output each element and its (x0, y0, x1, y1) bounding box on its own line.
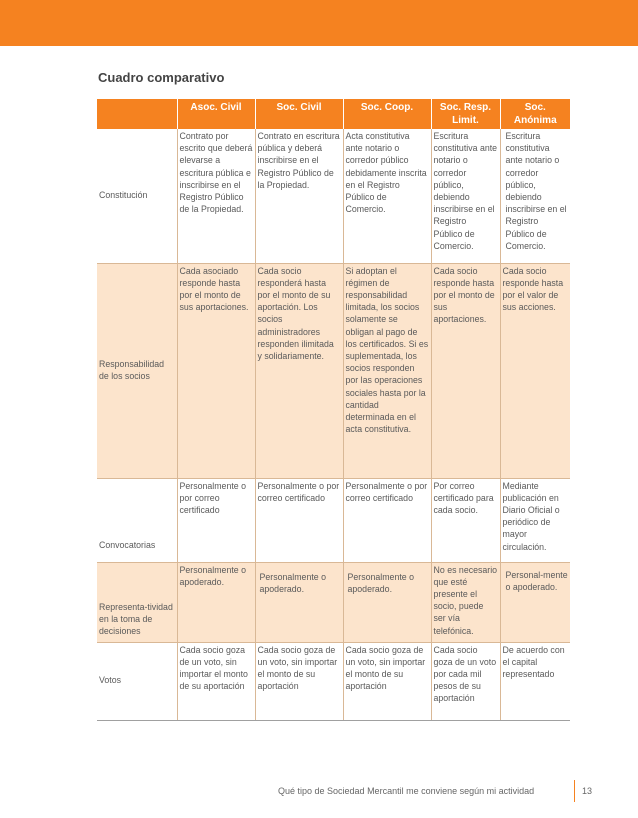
table-cell: Personalmente o por correo certificado (255, 478, 343, 562)
table-cell: Contrato por escrito que deberá elevarse a escritura pública e inscribirse en el Registro Público de la Propiedad. (177, 129, 255, 263)
header-blank (97, 99, 177, 129)
table-cell: Escritura constitutiva ante notario o corredor público, debiendo inscribirse en el Registro Público de Comercio. (431, 129, 500, 263)
footer-text: Qué tipo de Sociedad Mercantil me conviene según mi actividad (278, 786, 535, 796)
row-label: Convocatorias (97, 478, 177, 562)
footer-divider (574, 780, 575, 802)
row-label: Responsabilidad de los socios (97, 263, 177, 478)
table-cell: Cada asociado responde hasta por el monto de sus aportaciones. (177, 263, 255, 478)
table-row (97, 562, 570, 642)
table-cell: De acuerdo con el capital representado (500, 642, 570, 720)
page-number: 13 (582, 786, 593, 796)
table-cell: Si adoptan el régimen de responsabilidad limitada, los socios solamente se obligan al pago de los certificados. Si es suplementada, los socios responden por las operaciones sociales hasta por la cantidad determinada en el acta constitutiva. (343, 263, 431, 478)
header-soc-anonima: Soc. Anónima (500, 99, 570, 129)
table-cell: Personal-mente o apoderado. (500, 562, 570, 642)
table-cell: Cada socio goza de un voto, sin importar el monto de su aportación (343, 642, 431, 720)
header-soc-coop: Soc. Coop. (343, 99, 431, 129)
header-soc-resp-limit: Soc. Resp. Limit. (431, 99, 500, 129)
table-row (97, 263, 570, 478)
table-cell: Personalmente o apoderado. (177, 562, 255, 642)
table-cell: Personalmente o por correo certificado (343, 478, 431, 562)
table-cell: Cada socio responde hasta por el valor de sus acciones. (500, 263, 570, 478)
comparison-table (97, 99, 570, 721)
header-asoc-civil: Asoc. Civil (177, 99, 255, 129)
table-header-row (97, 99, 570, 129)
table-cell: Personalmente o por correo certificado (177, 478, 255, 562)
table-cell: Contrato en escritura pública y deberá inscribirse en el Registro Público de la Propiedad. (255, 129, 343, 263)
page-title: Cuadro comparativo (98, 70, 225, 85)
table-cell: Personalmente o apoderado. (343, 562, 431, 642)
table-cell: Escritura constitutiva ante notario o corredor público, debiendo inscribirse en el Registro Público de Comercio. (500, 129, 570, 263)
row-label: Constitución (97, 129, 177, 263)
table-cell: Cada socio responderá hasta por el monto de su aportación. Los socios administradores responden ilimitada y solidariamente. (255, 263, 343, 478)
table-row (97, 129, 570, 263)
table-cell: Personalmente o apoderado. (255, 562, 343, 642)
table-cell: Cada socio responde hasta por el monto de sus aportaciones. (431, 263, 500, 478)
table-cell: Mediante publicación en Diario Oficial o periódico de mayor circulación. (500, 478, 570, 562)
header-bar (0, 0, 638, 46)
row-label: Votos (97, 642, 177, 720)
table-cell: Por correo certificado para cada socio. (431, 478, 500, 562)
table-cell: Cada socio goza de un voto por cada mil pesos de su aportación (431, 642, 500, 720)
table-cell: No es necesario que esté presente el socio, puede ser vía telefónica. (431, 562, 500, 642)
table-cell: Cada socio goza de un voto, sin importar el monto de su aportación (255, 642, 343, 720)
table-cell: Acta constitutiva ante notario o corredor público debidamente inscrita en el Registro Público de Comercio. (343, 129, 431, 263)
table-cell: Cada socio goza de un voto, sin importar el monto de su aportación (177, 642, 255, 720)
table-row (97, 478, 570, 562)
header-soc-civil: Soc. Civil (255, 99, 343, 129)
table-row (97, 642, 570, 720)
row-label: Representa-tividad en la toma de decisiones (97, 562, 177, 642)
